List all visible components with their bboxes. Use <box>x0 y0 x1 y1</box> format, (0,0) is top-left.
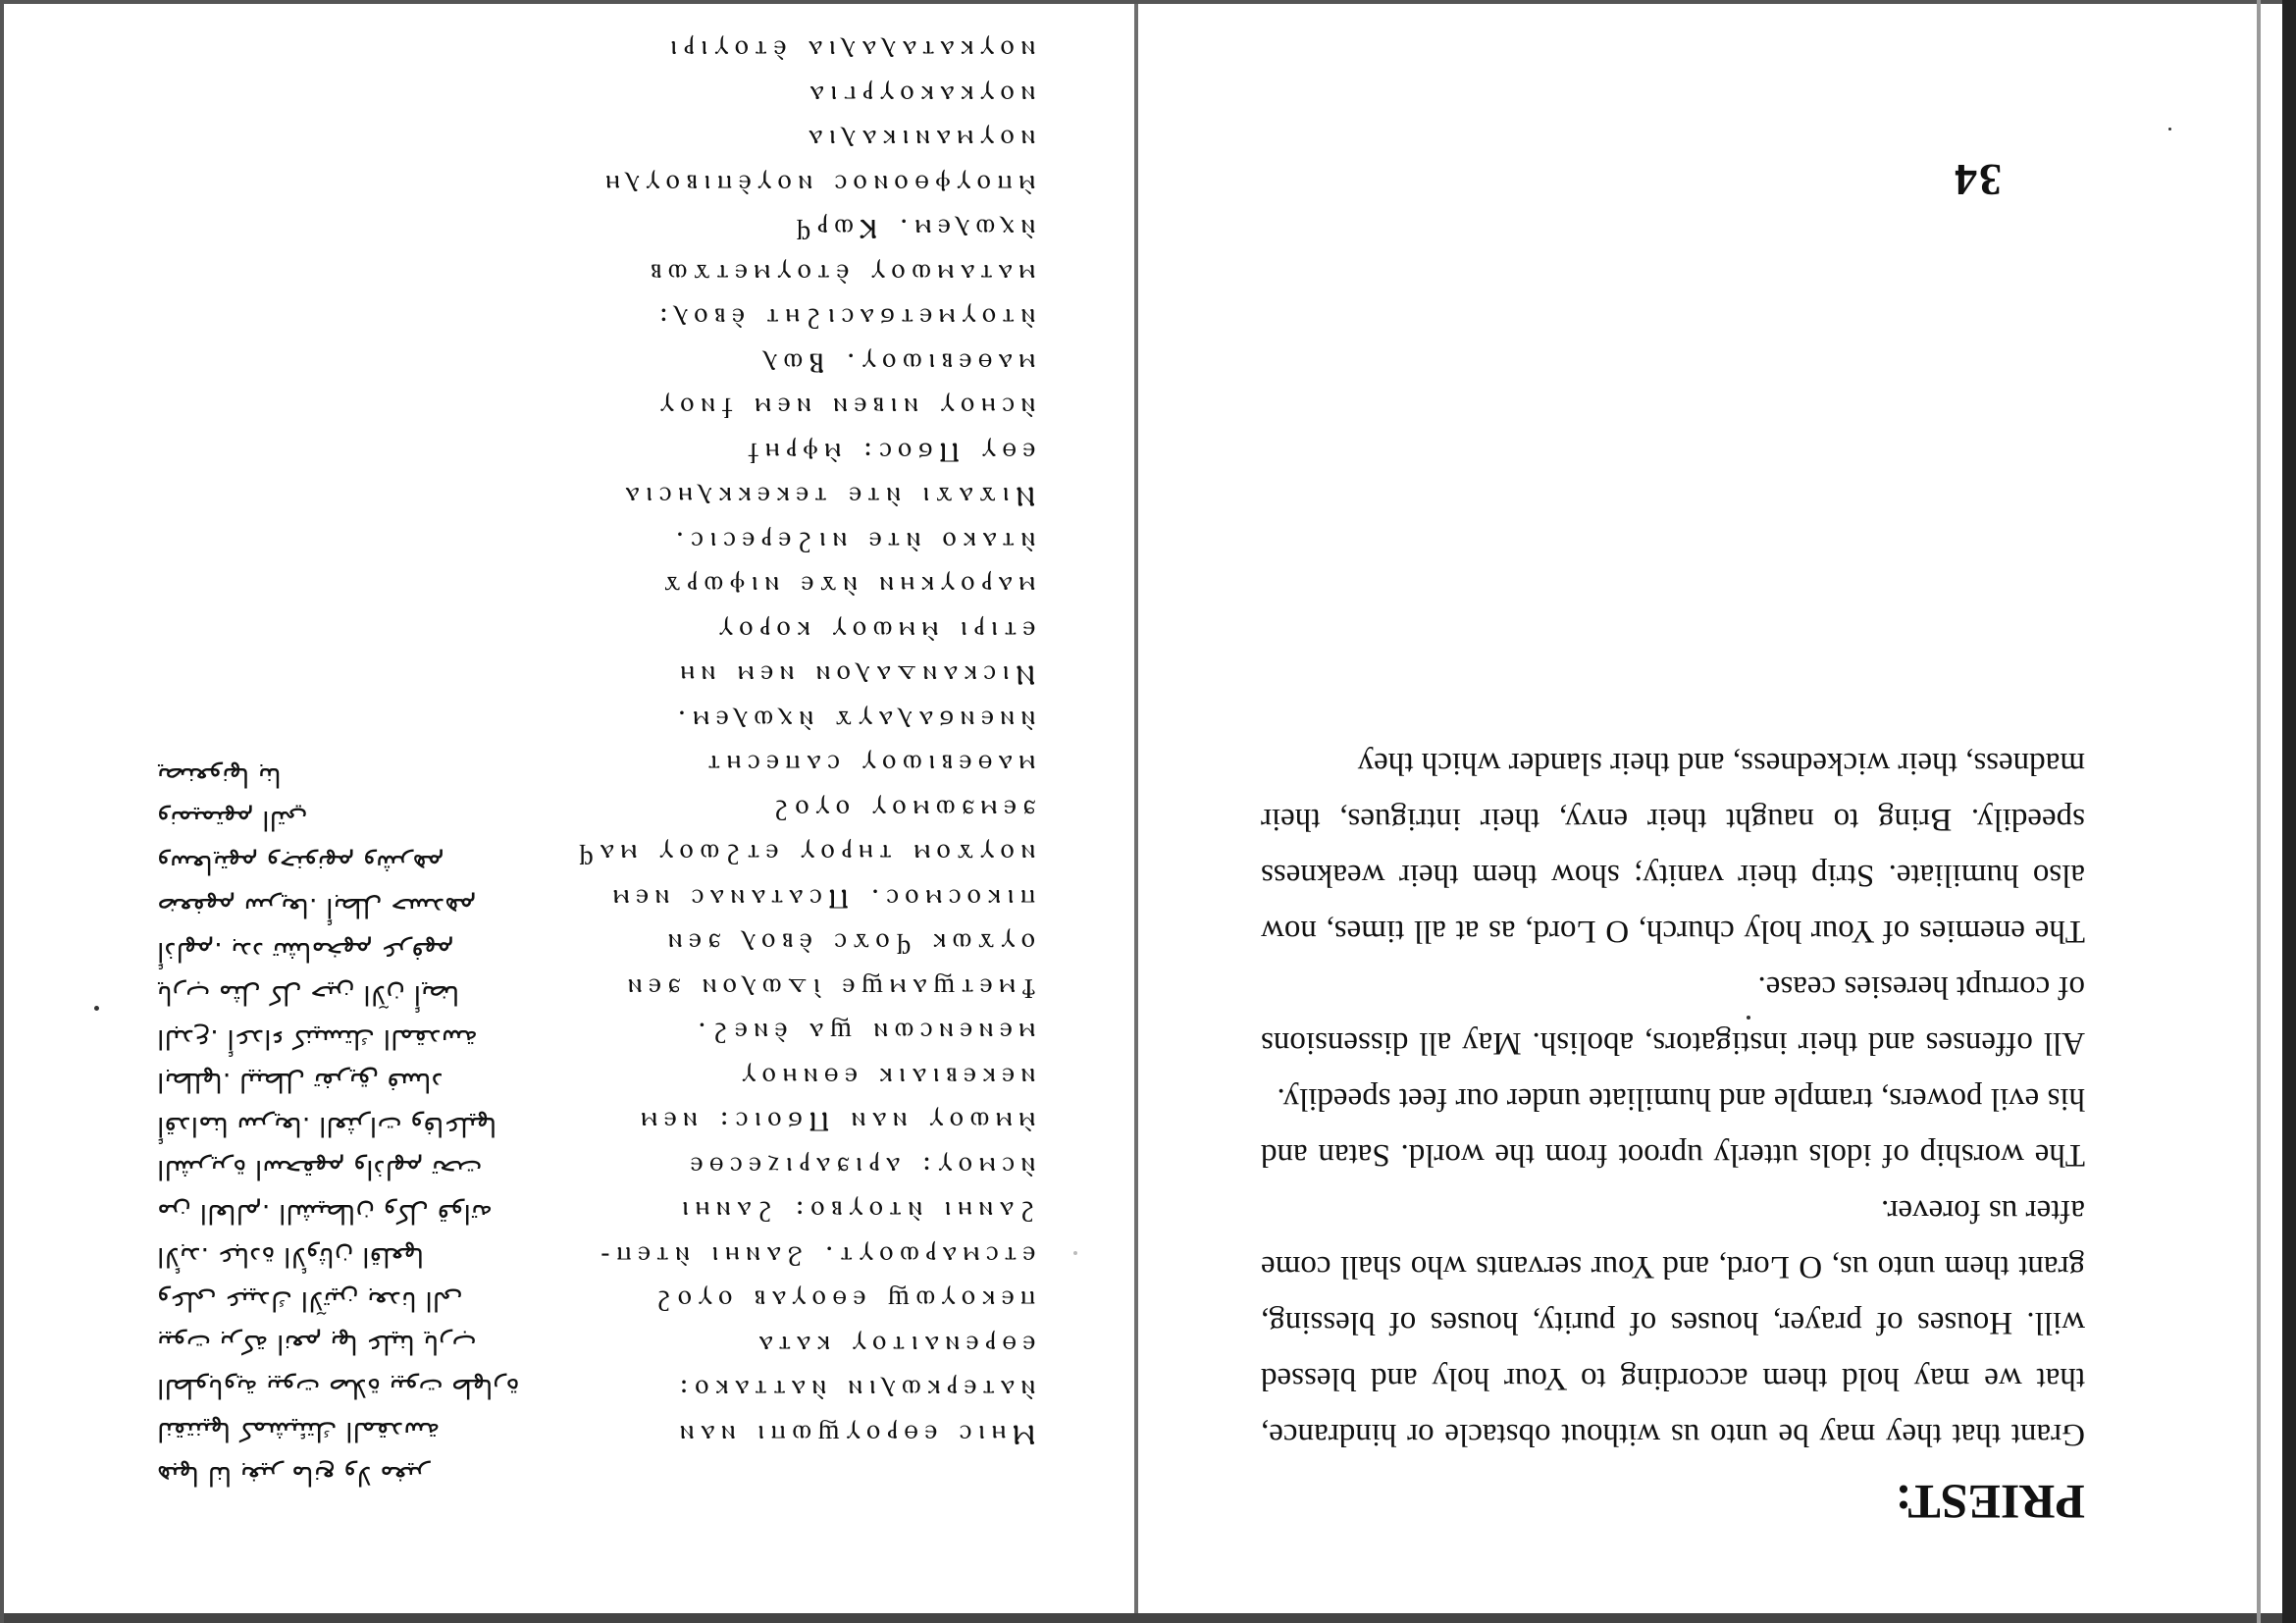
paragraph: The enemies of Your holy church, O Lord, as at all times, now also humiliate. Strip their vanity; show them their weakness speedily. Bring to naught their envy, their intrigues, their madness, their wickedness, and their slander which they <box>1261 746 2085 949</box>
coptic-line: ⲙ̀ⲡⲟⲩⲫⲑⲟⲛⲟⲥ ⲛⲟⲩⲉ̀ⲡⲓⲃⲟⲩⲗⲏ <box>599 169 1035 201</box>
coptic-line: ⲛⲉⲕⲉⲃⲓⲁⲓⲕ ⲉⲑⲛⲏⲟⲩ <box>735 1062 1035 1094</box>
arabic-line: أذلهم. بدد تشامخهم عرفهم <box>157 936 454 967</box>
arabic-line: هبها لنا بغير مانع ولا مغير <box>157 1460 430 1491</box>
coptic-line: ⲛ̀ⲧⲁⲕⲟ ⲛ̀ⲧⲉ ⲛⲓϩⲉⲣⲉⲥⲓⲥ. <box>668 526 1035 558</box>
arabic-line: أقدامنا سريعا. العثرات وفاعليها <box>157 1111 497 1141</box>
paragraph: The worship of idols utterly uproot from the world. Satan and his evil powers, trample and humiliate under our feet speedily. <box>1261 1081 2085 1173</box>
coptic-line: ⲙ̀ⲙⲱⲟⲩ ⲛⲁⲛ Ⲡϭⲟⲓⲥ: ⲛⲉⲙ <box>634 1106 1035 1139</box>
page-edge-right <box>2257 0 2261 1623</box>
coptic-line: ⲟⲩϫⲱⲕ ϥⲟϫⲥ ⲉ̀ⲃⲟⲗ ϧⲉⲛ <box>661 927 1035 961</box>
coptic-line: ⲙⲁⲑⲉⲃⲓⲱⲟⲩ. Ⲃⲱⲗ <box>757 347 1035 380</box>
coptic-line: ⲉⲧⲥⲙⲁⲣⲱⲟⲩⲧ. Ϩⲁⲛⲏⲓ ⲛ̀ⲧⲉⲡ- <box>594 1240 1035 1273</box>
coptic-line: ⲛ̀ⲭⲱⲗⲉⲙ. Ⲕⲱⲣϥ <box>789 213 1035 246</box>
arabic-text-column <box>157 162 520 1496</box>
scan-speck <box>1747 1016 1750 1020</box>
coptic-line: ⲛⲟⲩⲕⲁⲕⲟⲩⲣⲅⲓⲁ <box>803 79 1035 112</box>
scan-edge-left <box>0 0 4 1623</box>
coptic-line: ⲡⲓⲕⲟⲥⲙⲟⲥ. Ⲡⲥⲁⲧⲁⲛⲁⲥ ⲛⲉⲙ <box>605 883 1035 916</box>
coptic-line: Ⲛⲓⲥⲕⲁⲛⲇⲁⲗⲟⲛ ⲛⲉⲙ ⲛⲏ <box>673 659 1035 693</box>
english-text-block <box>1261 167 2085 1531</box>
arabic-line: ونميمتهم التي <box>157 805 308 836</box>
coptic-line: ⲛ̀ⲛⲉⲛϭⲁⲗⲁⲩϫ ⲛ̀ⲭⲱⲗⲉⲙ. <box>670 705 1035 737</box>
coptic-line: Ⲛⲓϫⲁϫⲓ ⲛ̀ⲧⲉ ⲧⲉⲕⲉⲕⲕⲗⲏⲥⲓⲁ <box>618 481 1035 514</box>
coptic-line: ⲙⲉⲛⲉⲛⲥⲱⲛ ϣⲁ ⲉ̀ⲛⲉϩ. <box>691 1017 1035 1050</box>
arabic-line: وسعايتهم وجنونهم وشرهم <box>157 849 444 879</box>
coptic-line: ⲛⲟⲩⲙⲁⲛⲓⲕⲁⲗⲓⲁ <box>802 124 1035 157</box>
coptic-line: Ⲙⲏⲓⲥ ⲉⲑⲣⲟⲩϣⲱⲡⲓ ⲛⲁⲛ <box>673 1419 1035 1451</box>
page-number: 34 <box>1953 155 2002 205</box>
arabic-line: ضعفهم سريعا. أبطل حسدهم <box>157 892 477 923</box>
arabic-line: يصنعونها بنا <box>157 761 282 792</box>
arabic-line: ابطلها. ليبطل تفريق فساد <box>157 1067 444 1098</box>
coptic-line: ⲙⲁⲧⲁⲙⲱⲟⲩ ⲉ̀ⲧⲟⲩⲙⲉⲧϫⲱⲃ <box>644 258 1035 290</box>
arabic-line: من العالم. الشيطان وكل قواته <box>157 1198 493 1229</box>
coptic-line: ⲛ̀ⲧⲟⲩⲙⲉⲧϭⲁⲥⲓϩⲏⲧ ⲉ̀ⲃⲟⲗ: <box>652 302 1035 336</box>
arabic-line: البدع. أعداء كنيستك المقدسة <box>157 1023 478 1054</box>
scan-edge-bottom <box>0 1613 2296 1623</box>
speaker-label: PRIEST: <box>1895 1475 2085 1530</box>
paragraph: Grant that they may be unto us without obstacle or hindrance, that we may hold them according to Your holy and blessed will. Houses of prayer, houses of purity, houses of blessing, grant them unto us, O Lord, and Your servants who shall come after us forever. <box>1261 1193 2085 1452</box>
scan-speck <box>1073 1251 1077 1255</box>
coptic-line: ⲉⲧⲓⲣⲓ ⲙ̀ⲙⲱⲟⲩ ⲕⲟⲣⲟⲩ <box>711 615 1035 648</box>
coptic-line: ⲛ̀ⲥⲏⲟⲩ ⲛⲓⲃⲉⲛ ⲛⲉⲙ ϯⲛⲟⲩ <box>652 392 1035 425</box>
scan-speck <box>94 1006 99 1011</box>
arabic-line: لنقتنيها كمشيئتك المقدسة <box>157 1416 441 1447</box>
coptic-line: Ϯⲙⲉⲧϣⲁⲙϣⲉ ⲓ̀ⲇⲱⲗⲟⲛ ϧⲉⲛ <box>621 972 1035 1005</box>
coptic-line: ϩⲁⲛⲏⲓ ⲛ̀ⲧⲟⲩⲃⲟ: ϩⲁⲛⲏⲓ <box>675 1195 1035 1229</box>
arabic-line: الأبد. عبادة الأوثان اقلعها <box>157 1241 425 1273</box>
scan-speck <box>2168 128 2171 131</box>
coptic-line: ⲛⲟⲩⲕⲁⲧⲁⲗⲁⲗⲓⲁ ⲉ̀ⲧⲟⲩⲓⲣⲓ <box>663 34 1035 68</box>
coptic-line: ⲡⲉⲕⲟⲩⲱϣ ⲉⲑⲟⲩⲁⲃ ⲟⲩⲟϩ <box>650 1284 1035 1318</box>
arabic-line: بيوت بركة انعم بها علينا يارب <box>157 1329 477 1360</box>
coptic-line: ⲉⲑⲩ Ⲡϭⲟⲥ: ⲙ̀ⲫⲣⲏϯ <box>741 437 1035 469</box>
arabic-line: يارب مثل كل حين الآن أيضا <box>157 979 460 1011</box>
arabic-line: الشريرة اسحقهم واذلهم تحت <box>157 1154 483 1185</box>
page-number-wrap <box>1953 147 2070 206</box>
coptic-line: ⲛⲟⲩϫⲟⲙ ⲧⲏⲣⲟⲩ ⲉⲧϩⲱⲟⲩ ⲙⲁϥ <box>572 838 1035 871</box>
arabic-line: وعلى عبيدك الآتين بعدنا الى <box>157 1285 463 1316</box>
coptic-text-column <box>525 34 1035 1457</box>
coptic-line: ⲛ̀ⲥⲙⲟⲩ: ⲁⲣⲓϧⲁⲣⲓⲍⲉⲥⲑⲉ <box>683 1151 1035 1183</box>
coptic-line: ⲙⲁⲣⲟⲩⲕⲏⲛ ⲛ̀ϫⲉ ⲛⲓⲫⲱⲣϫ <box>657 570 1035 603</box>
coptic-line: ⲛ̀ⲁⲧⲉⲣⲕⲱⲗⲓⲛ ⲛ̀ⲁⲧⲧⲁⲕⲟ: <box>672 1374 1035 1407</box>
scan-edge-right <box>2282 0 2296 1623</box>
coptic-line: ⲙⲁⲑⲉⲃⲓⲱⲟⲩ ⲥⲁⲡⲉⲥⲏⲧ <box>701 749 1035 782</box>
coptic-line: ϧⲉⲙϧⲱⲙⲟⲩ ⲟⲩⲟϩ <box>766 794 1035 826</box>
paragraph: All offenses and their instigators, abolish. May all dissensions of corrupt heresies cease. <box>1261 969 2085 1061</box>
coptic-line: ⲉⲑⲣⲉⲛⲁⲓⲧⲟⲩ ⲕⲁⲧⲁ <box>752 1330 1035 1362</box>
arabic-line: الطوباوية بيوت صلاة بيوت طهارة <box>157 1373 520 1403</box>
book-gutter <box>1134 0 1138 1623</box>
scan-edge-top <box>0 0 2296 4</box>
